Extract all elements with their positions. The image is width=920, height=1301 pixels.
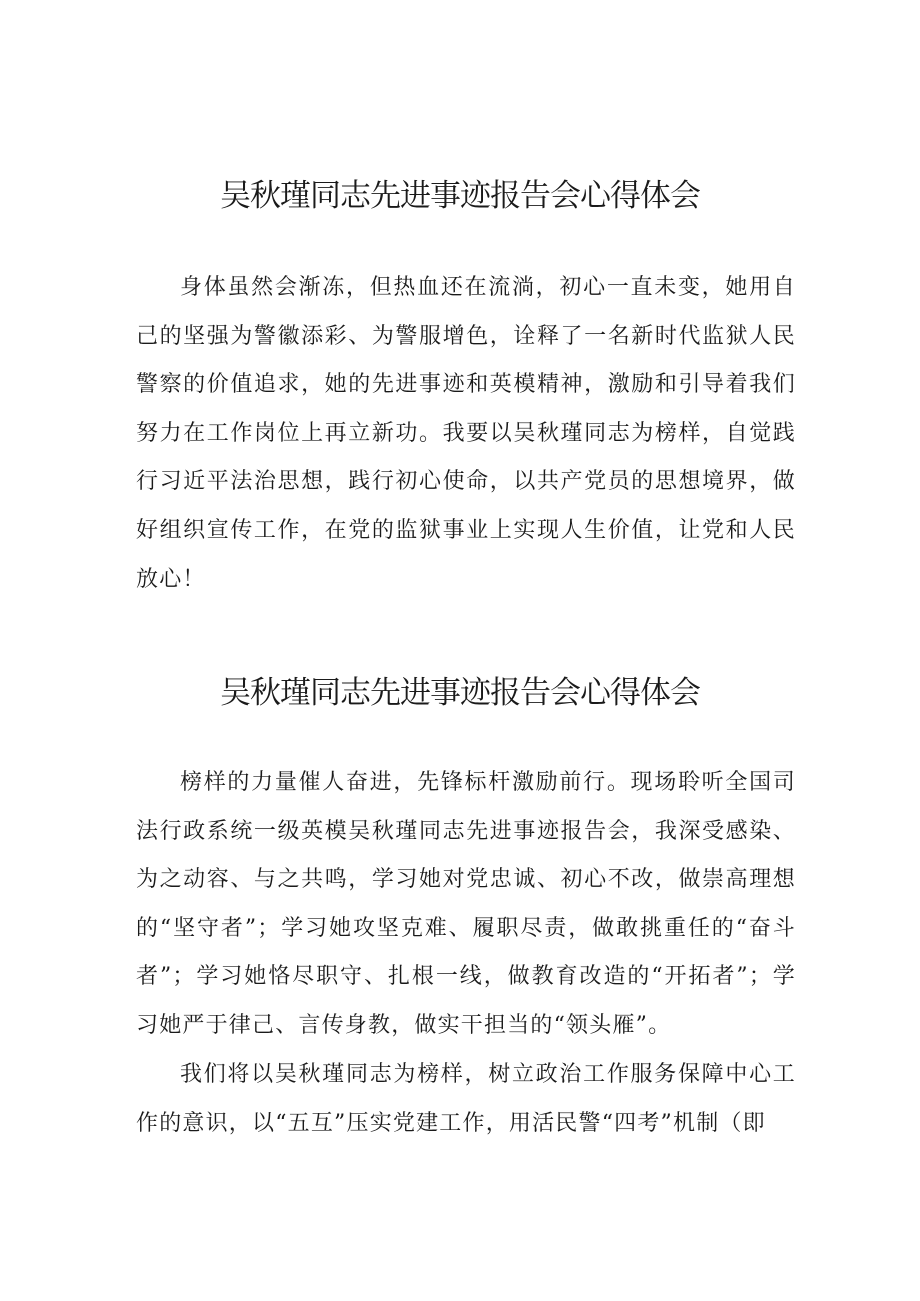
section-1-paragraph-1: 身体虽然会渐冻，但热血还在流淌，初心一直未变，她用自己的坚强为警徽添彩、为警服增色，诠释了一名新时代监狱人民警察的价值追求，她的先进事迹和英模精神，激励和引导着我们努力在工作岗位上再立新功。我要以吴秋瑾同志为榜样，自觉践行习近平法治思想，践行初心使命，以共产党员的思想境界，做好组织宣传工作，在党的监狱事业上实现人生价值，让党和人民放心！ [136, 275, 796, 592]
section-2-paragraph-1: 榜样的力量催人奋进，先锋标杆激励前行。现场聆听全国司法行政系统一级英模吴秋瑾同志先进事迹报告会，我深受感染、为之动容、与之共鸣，学习她对党忠诚、初心不改，做崇高理想的“坚守者”；学习她攻坚克难、履职尽责，做敢挑重任的“奋斗者”；学习她恪尽职守、扎根一线，做教育改造的“开拓者”；学习她严于律己、言传身教，做实干担当的“领头雁”。 [136, 770, 796, 1038]
section-2-title: 吴秋瑾同志先进事迹报告会心得体会 [220, 675, 700, 711]
section-1-title: 吴秋瑾同志先进事迹报告会心得体会 [220, 178, 700, 214]
section-2-paragraph-2: 我们将以吴秋瑾同志为榜样，树立政治工作服务保障中心工作的意识，以“五互”压实党建工作，用活民警“四考”机制（即 [136, 1062, 796, 1136]
